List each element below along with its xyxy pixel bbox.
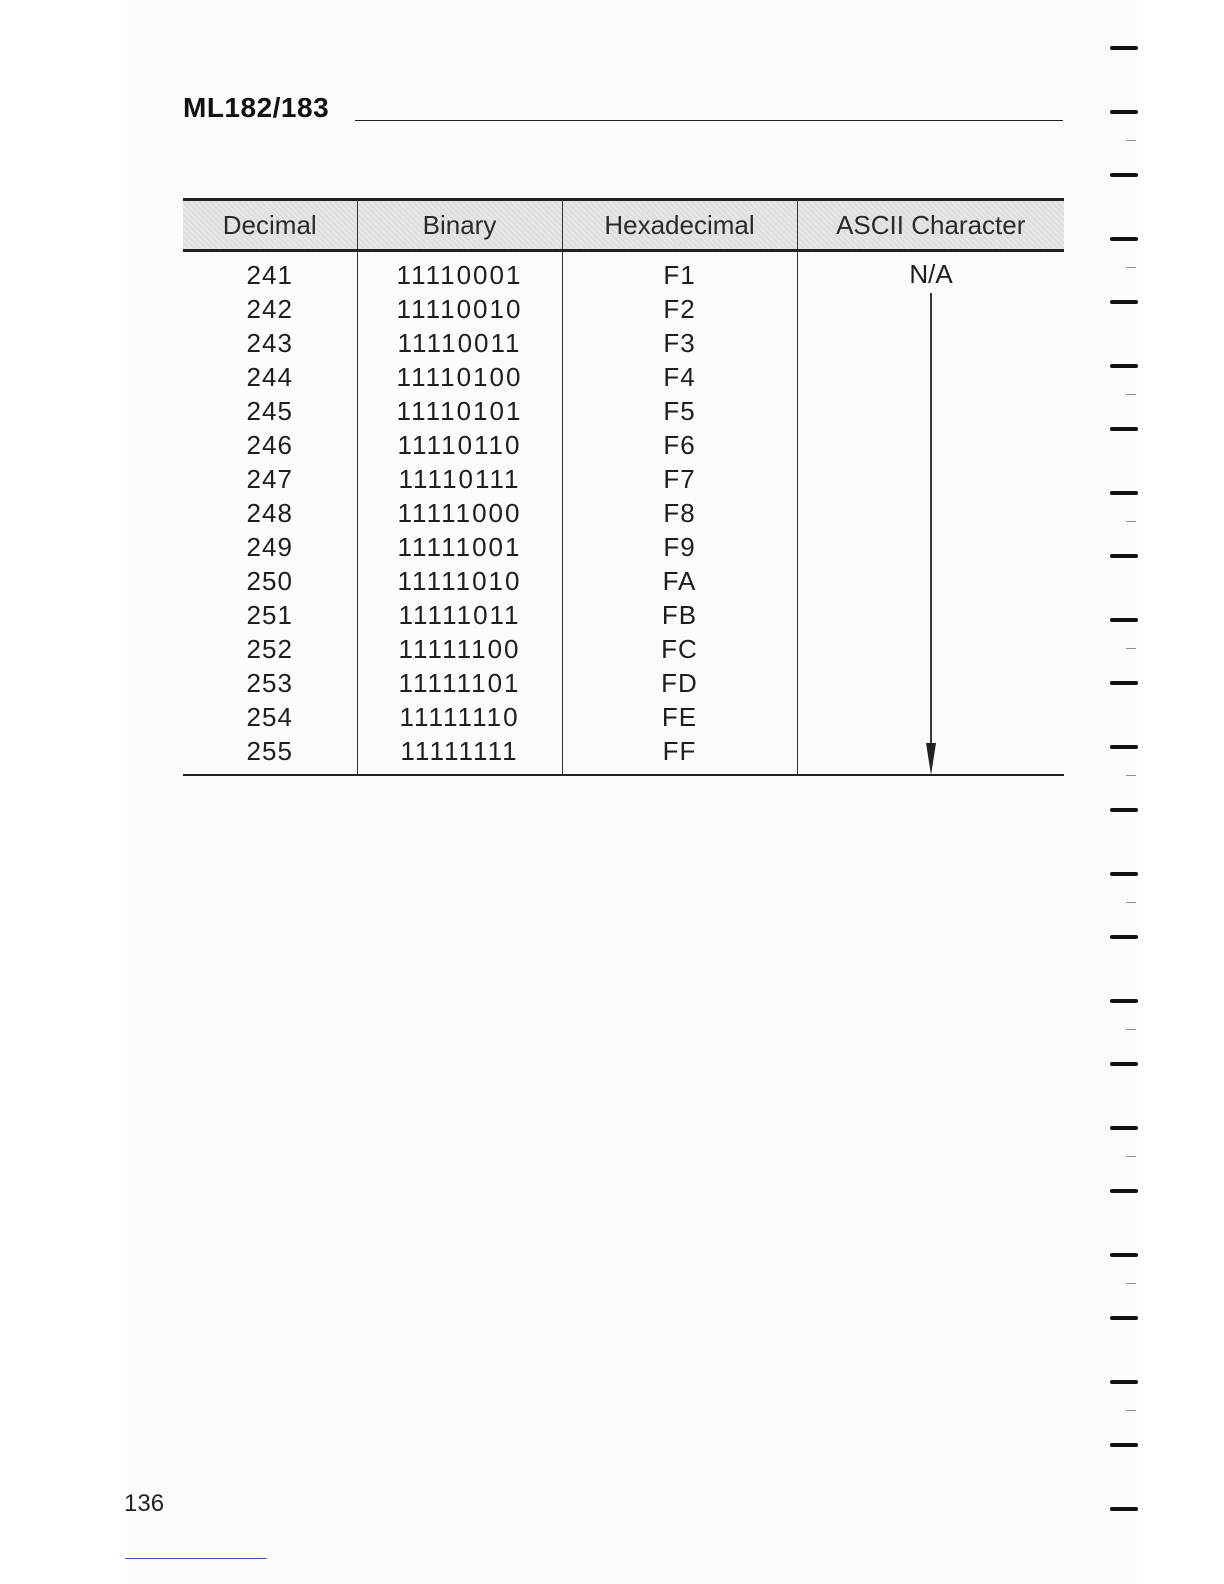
- cell-binary: 11110010: [357, 292, 562, 326]
- cell-decimal: 249: [246, 531, 293, 562]
- cell-decimal: 252: [246, 633, 293, 664]
- cell-binary: 11110001: [357, 251, 562, 293]
- binding-tick: [1126, 775, 1136, 776]
- binding-tick: [1126, 1029, 1136, 1030]
- binding-mark: [1110, 364, 1138, 368]
- cell-binary: 11111101: [357, 666, 562, 700]
- cell-decimal: 241: [246, 259, 293, 290]
- ascii-column-overlay: [798, 249, 1064, 775]
- cell-hex: FD: [562, 666, 797, 700]
- table-header-row: [183, 200, 1064, 251]
- cell-decimal: 242: [246, 293, 293, 324]
- binding-mark: [1110, 1507, 1138, 1511]
- binding-mark: [1110, 1253, 1138, 1257]
- cell-binary: 11110111: [357, 462, 562, 496]
- binding-mark: [1110, 237, 1138, 241]
- footer-link-underline: [125, 1558, 267, 1559]
- binding-mark: [1110, 999, 1138, 1003]
- cell-hex: F1: [562, 251, 797, 293]
- binding-mark: [1110, 1380, 1138, 1384]
- cell-binary: 11111001: [357, 530, 562, 564]
- binding-mark: [1110, 173, 1138, 177]
- header-rule: [355, 120, 1063, 121]
- cell-decimal: 243: [246, 327, 293, 358]
- binding-mark: [1110, 300, 1138, 304]
- cell-decimal: 250: [246, 565, 293, 596]
- cell-decimal: 245: [246, 395, 293, 426]
- column-header-decimal: Decimal: [183, 200, 357, 251]
- page-title: ML182/183: [183, 92, 330, 123]
- binding-tick: [1126, 267, 1136, 268]
- ascii-na-label: N/A: [909, 259, 953, 289]
- binding-mark: [1110, 491, 1138, 495]
- binding-mark: [1110, 1062, 1138, 1066]
- cell-hex: FB: [562, 598, 797, 632]
- binding-tick: [1126, 1283, 1136, 1284]
- cell-decimal: 253: [246, 667, 293, 698]
- cell-decimal: 247: [246, 463, 293, 494]
- binding-mark: [1110, 1126, 1138, 1130]
- binding-tick: [1126, 521, 1136, 522]
- code-table-wrap: [183, 198, 1064, 776]
- binding-mark: [1110, 618, 1138, 622]
- binding-mark: [1110, 554, 1138, 558]
- binding-tick: [1126, 648, 1136, 649]
- binding-mark: [1110, 872, 1138, 876]
- binding-mark: [1110, 110, 1138, 114]
- binding-mark: [1110, 1316, 1138, 1320]
- cell-binary: 11111100: [357, 632, 562, 666]
- binding-mark: [1110, 1189, 1138, 1193]
- binding-tick: [1126, 394, 1136, 395]
- column-header-ascii: ASCII Character: [797, 200, 1064, 251]
- cell-hex: FC: [562, 632, 797, 666]
- cell-hex: F2: [562, 292, 797, 326]
- binding-mark: [1110, 935, 1138, 939]
- cell-binary: 11111011: [357, 598, 562, 632]
- binding-mark: [1110, 808, 1138, 812]
- cell-decimal: 248: [246, 497, 293, 528]
- column-header-hexadecimal: Hexadecimal: [562, 200, 797, 251]
- binding-mark: [1110, 1443, 1138, 1447]
- binding-mark: [1110, 745, 1138, 749]
- cell-binary: 11111111: [357, 734, 562, 774]
- cell-binary: 11110100: [357, 360, 562, 394]
- binding-margin-marks: [1104, 0, 1144, 1584]
- cell-hex: F6: [562, 428, 797, 462]
- cell-decimal: 255: [246, 735, 293, 766]
- cell-hex: F5: [562, 394, 797, 428]
- cell-hex: F8: [562, 496, 797, 530]
- binding-tick: [1126, 902, 1136, 903]
- binding-tick: [1126, 140, 1136, 141]
- page-header: [183, 92, 1063, 128]
- cell-binary: 11111000: [357, 496, 562, 530]
- cell-hex: F4: [562, 360, 797, 394]
- binding-mark: [1110, 46, 1138, 50]
- cell-decimal: 251: [246, 599, 293, 630]
- cell-hex: FA: [562, 564, 797, 598]
- cell-binary: 11111010: [357, 564, 562, 598]
- cell-hex: F3: [562, 326, 797, 360]
- binding-mark: [1110, 681, 1138, 685]
- cell-binary: 11110011: [357, 326, 562, 360]
- down-arrow-icon: [921, 293, 941, 777]
- cell-hex: F7: [562, 462, 797, 496]
- binding-mark: [1110, 427, 1138, 431]
- cell-binary: 11111110: [357, 700, 562, 734]
- cell-binary: 11110101: [357, 394, 562, 428]
- cell-decimal: 244: [246, 361, 293, 392]
- cell-binary: 11110110: [357, 428, 562, 462]
- page-number: 136: [124, 1490, 165, 1517]
- binding-tick: [1126, 1156, 1136, 1157]
- cell-hex: FF: [562, 734, 797, 774]
- cell-hex: FE: [562, 700, 797, 734]
- binding-tick: [1126, 1410, 1136, 1411]
- column-header-binary: Binary: [357, 200, 562, 251]
- cell-decimal: 246: [246, 429, 293, 460]
- cell-hex: F9: [562, 530, 797, 564]
- cell-decimal: 254: [246, 701, 293, 732]
